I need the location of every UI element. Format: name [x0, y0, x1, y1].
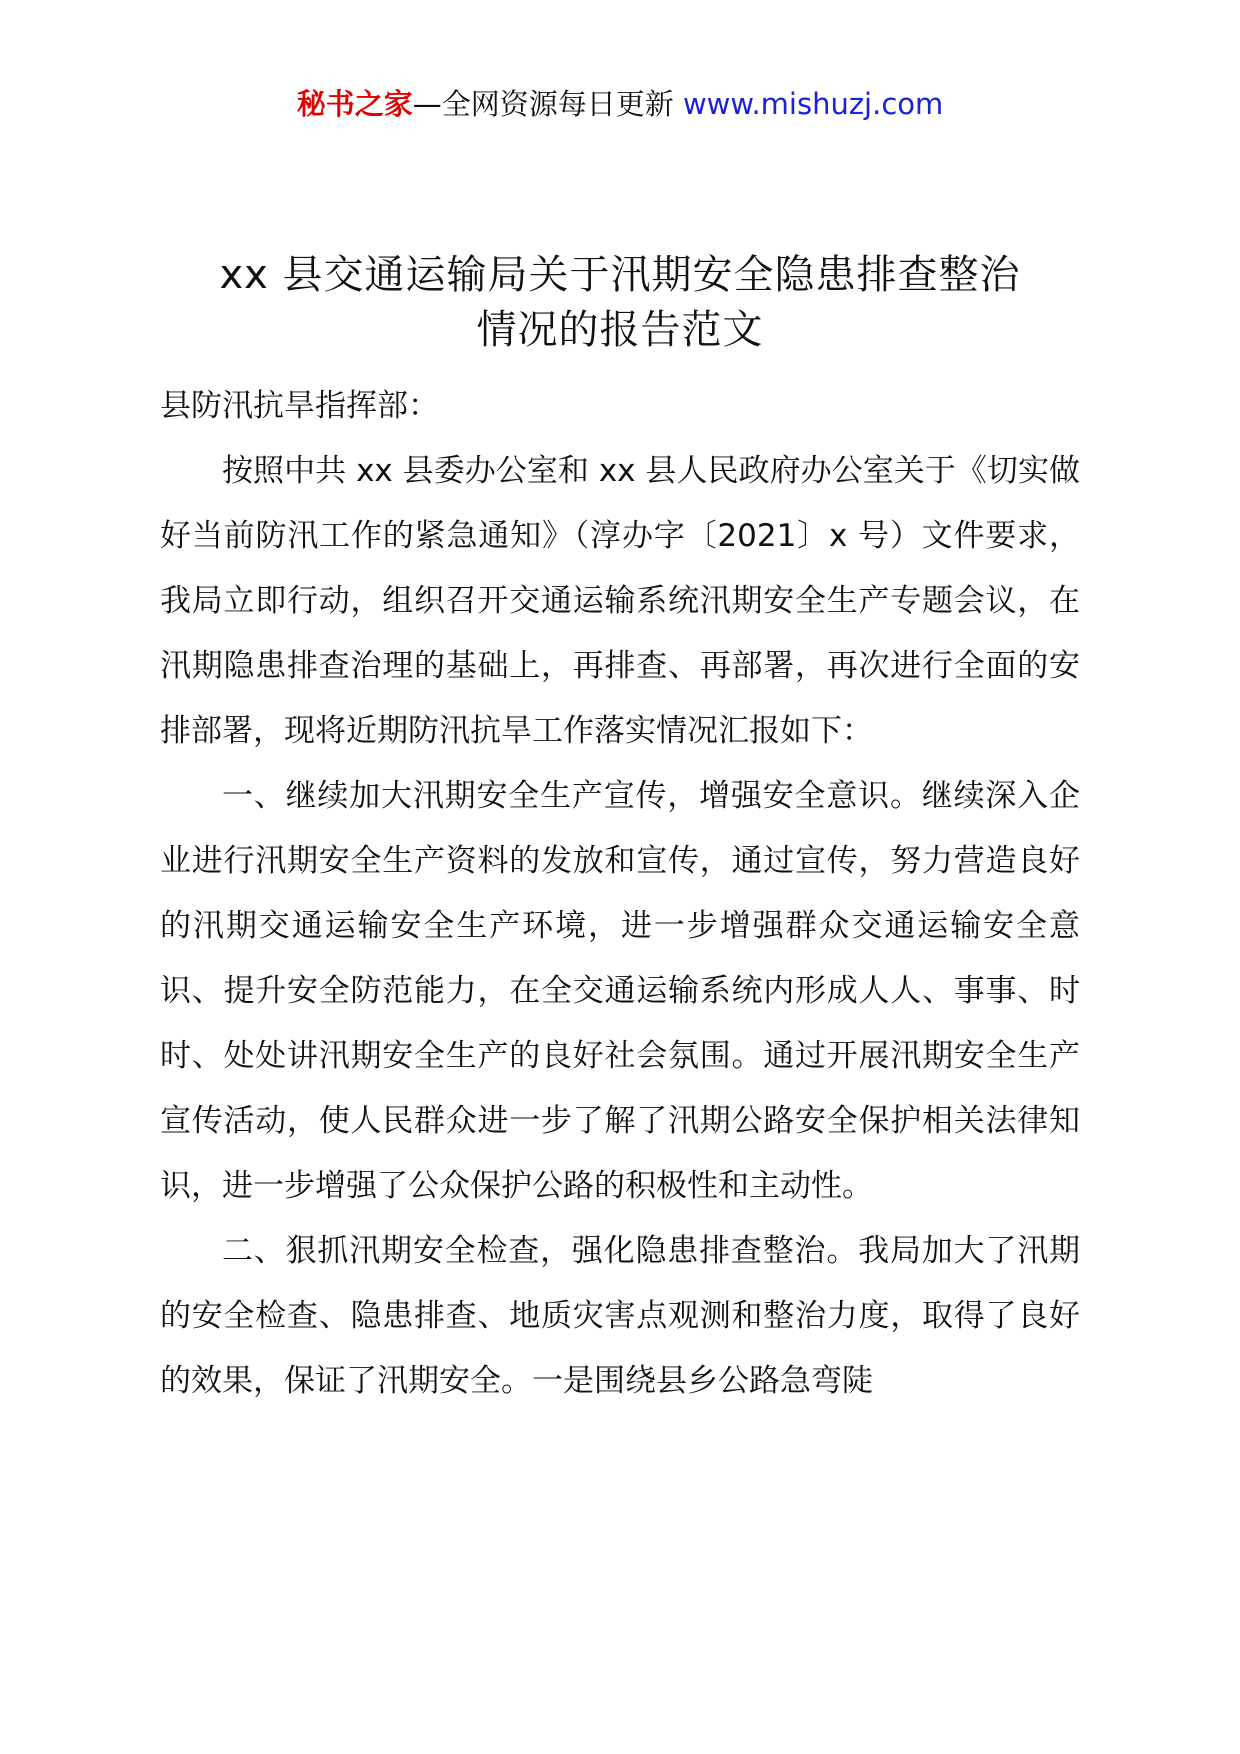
salutation: 县防汛抗旱指挥部：: [160, 388, 439, 424]
site-url-link[interactable]: www.mishuzj.com: [682, 87, 944, 121]
title-line-2: 情况的报告范文: [476, 307, 764, 353]
document-title: [120, 248, 1120, 358]
header-tagline: —全网资源每日更新: [412, 87, 674, 121]
title-line-1: xx 县交通运输局关于汛期安全隐患排查整治: [219, 252, 1021, 298]
body-paragraph: 按照中共 xx 县委办公室和 xx 县人民政府办公室关于《切实做好当前防汛工作的紧急通知》（淳办字〔2021〕x 号）文件要求，我局立即行动，组织召开交通运输系统汛期安全生产专题会议，在汛期隐患排查治理的基础上，再排查、再部署，再次进行全面的安排部署，现将近期防汛抗旱工作落实情况汇报如下：: [160, 453, 1080, 749]
site-header: [0, 84, 1240, 124]
body-paragraph: 一、继续加大汛期安全生产宣传，增强安全意识。继续深入企业进行汛期安全生产资料的发放和宣传，通过宣传，努力营造良好的汛期交通运输安全生产环境，进一步增强群众交通运输安全意识、提升安全防范能力，在全交通运输系统内形成人人、事事、时时、处处讲汛期安全生产的良好社会氛围。通过开展汛期安全生产宣传活动，使人民群众进一步了解了汛期公路安全保护相关法律知识，进一步增强了公众保护公路的积极性和主动性。: [160, 778, 1080, 1204]
brand-name: 秘书之家: [296, 87, 413, 121]
body-paragraph: 二、狠抓汛期安全检查，强化隐患排查整治。我局加大了汛期的安全检查、隐患排查、地质灾害点观测和整治力度，取得了良好的效果，保证了汛期安全。一是围绕县乡公路急弯陡: [160, 1233, 1080, 1399]
document-body: [160, 374, 1080, 1414]
